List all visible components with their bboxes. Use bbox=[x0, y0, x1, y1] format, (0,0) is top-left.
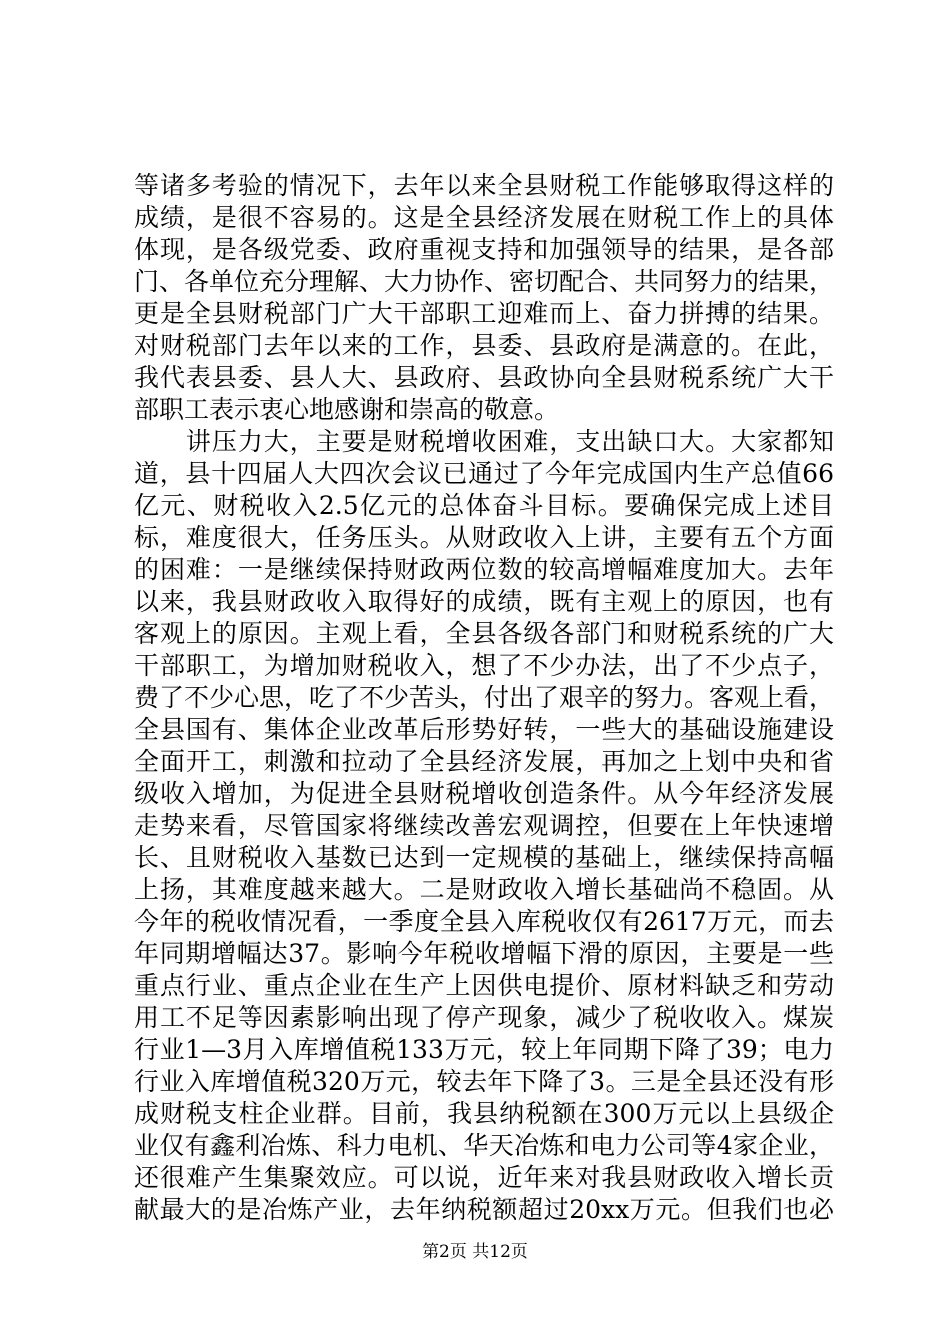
text-line: 上扬，其难度越来越大。二是财政收入增长基础尚不稳固。从 bbox=[134, 875, 834, 904]
text-line: 行业1—3月入库增值税133万元，较上年同期下降了39；电力 bbox=[134, 1035, 834, 1064]
text-line: 客观上的原因。主观上看，全县各级各部门和财税系统的广大 bbox=[134, 619, 834, 648]
text-line: 献最大的是冶炼产业，去年纳税额超过20xx万元。但我们也必 bbox=[134, 1195, 834, 1224]
text-line: 体现，是各级党委、政府重视支持和加强领导的结果，是各部 bbox=[134, 235, 834, 264]
text-line: 重点行业、重点企业在生产上因供电提价、原材料缺乏和劳动 bbox=[134, 971, 834, 1000]
text-line: 今年的税收情况看，一季度全县入库税收仅有2617万元，而去 bbox=[134, 907, 834, 936]
text-line: 全县国有、集体企业改革后形势好转，一些大的基础设施建设 bbox=[134, 715, 834, 744]
text-line: 更是全县财税部门广大干部职工迎难而上、奋力拼搏的结果。 bbox=[134, 299, 834, 328]
text-line: 标，难度很大，任务压头。从财政收入上讲，主要有五个方面 bbox=[134, 523, 834, 552]
body-text bbox=[134, 170, 834, 1226]
text-line: 我代表县委、县人大、县政府、县政协向全县财税系统广大干 bbox=[134, 363, 834, 392]
text-line: 讲压力大，主要是财税增收困难，支出缺口大。大家都知 bbox=[134, 427, 834, 456]
text-line: 成财税支柱企业群。目前，我县纳税额在300万元以上县级企 bbox=[134, 1099, 834, 1128]
text-line: 亿元、财税收入2.5亿元的总体奋斗目标。要确保完成上述目 bbox=[134, 491, 834, 520]
text-line: 干部职工，为增加财税收入，想了不少办法，出了不少点子， bbox=[134, 651, 834, 680]
text-line: 全面开工，刺激和拉动了全县经济发展，再加之上划中央和省 bbox=[134, 747, 834, 776]
text-line: 等诸多考验的情况下，去年以来全县财税工作能够取得这样的 bbox=[134, 171, 834, 200]
text-line: 业仅有鑫利冶炼、科力电机、华天冶炼和电力公司等4家企业， bbox=[134, 1131, 834, 1160]
text-line: 级收入增加，为促进全县财税增收创造条件。从今年经济发展 bbox=[134, 779, 834, 808]
page-footer: 第2页 共12页 bbox=[422, 1242, 528, 1262]
text-line: 还很难产生集聚效应。可以说，近年来对我县财政收入增长贡 bbox=[134, 1163, 834, 1192]
text-line: 门、各单位充分理解、大力协作、密切配合、共同努力的结果， bbox=[134, 267, 835, 296]
text-line: 走势来看，尽管国家将继续改善宏观调控，但要在上年快速增 bbox=[134, 811, 834, 840]
text-line: 对财税部门去年以来的工作，县委、县政府是满意的。在此， bbox=[134, 331, 834, 360]
text-line: 以来，我县财政收入取得好的成绩，既有主观上的原因，也有 bbox=[134, 587, 834, 616]
text-line: 道，县十四届人大四次会议已通过了今年完成国内生产总值66 bbox=[134, 459, 834, 488]
text-line: 用工不足等因素影响出现了停产现象，减少了税收收入。煤炭 bbox=[134, 1003, 834, 1032]
text-line: 费了不少心思，吃了不少苦头，付出了艰辛的努力。客观上看， bbox=[134, 683, 835, 712]
text-line: 行业入库增值税320万元，较去年下降了3。三是全县还没有形 bbox=[134, 1067, 834, 1096]
text-line: 成绩，是很不容易的。这是全县经济发展在财税工作上的具体 bbox=[134, 203, 834, 232]
text-line: 部职工表示衷心地感谢和崇高的敬意。 bbox=[134, 395, 560, 424]
text-line: 年同期增幅达37。影响今年税收增幅下滑的原因，主要是一些 bbox=[134, 939, 834, 968]
text-line: 的困难：一是继续保持财政两位数的较高增幅难度加大。去年 bbox=[134, 555, 834, 584]
text-line: 长、且财税收入基数已达到一定规模的基础上，继续保持高幅 bbox=[134, 843, 834, 872]
